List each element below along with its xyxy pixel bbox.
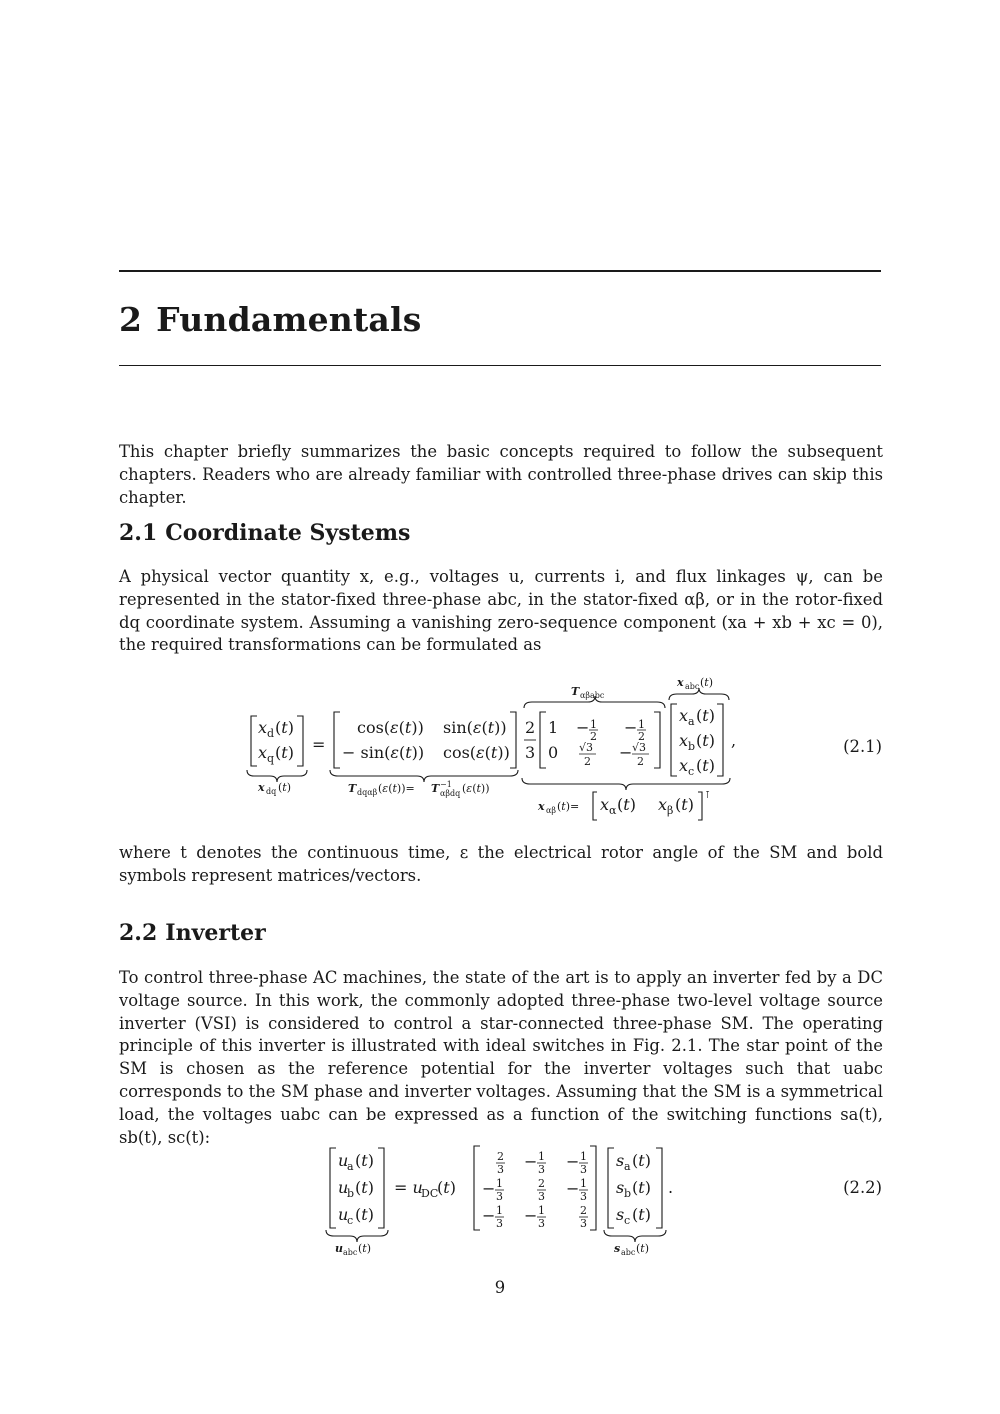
svg-text:u: u [338, 1205, 349, 1224]
svg-text:α: α [609, 804, 617, 817]
svg-text:αβabc: αβabc [580, 691, 605, 700]
svg-text:√3: √3 [632, 741, 647, 754]
svg-text:c: c [624, 1214, 631, 1227]
svg-text:x: x [258, 781, 265, 794]
coordinate-systems-paragraph: A physical vector quantity x, e.g., voltages u, currents i, and flux linkages ψ, can be represented in the stator-fixed three-phase abc, in the stator-fixed αβ, or in the rotor-fixed dq coordinate system. Assuming a vanishing zero-sequence component (xa + xb + xc = 0), the required transformations can be formulated as [119, 567, 883, 655]
svg-text:x: x [679, 731, 689, 750]
svg-text:−1: −1 [440, 780, 452, 789]
svg-text:T: T [571, 685, 580, 698]
svg-text:u: u [335, 1242, 343, 1255]
svg-text:q: q [267, 752, 275, 765]
svg-text:2: 2 [637, 755, 644, 768]
svg-text:3: 3 [580, 1190, 587, 1203]
intro-paragraph: This chapter briefly summarizes the basic concepts required to follow the subsequent chapters. Readers who are already familiar with controlled three-phase drives can skip this chapter. [119, 442, 883, 507]
equation-inverter-voltages [0, 1144, 1000, 1264]
svg-text:a: a [688, 715, 695, 728]
svg-text:(t): (t) [696, 731, 715, 750]
svg-text:x: x [600, 795, 610, 814]
svg-text:β: β [667, 804, 674, 817]
svg-text:=: = [312, 735, 326, 754]
svg-text:2: 2 [497, 1150, 504, 1163]
svg-text:2: 2 [638, 730, 645, 743]
svg-text:1: 1 [548, 718, 559, 737]
svg-text:3: 3 [497, 1163, 504, 1176]
svg-text:c: c [688, 765, 695, 778]
svg-text:−: − [524, 1206, 538, 1225]
svg-text:1: 1 [580, 1177, 587, 1190]
svg-text:u: u [338, 1151, 349, 1170]
svg-text:x: x [679, 706, 689, 725]
svg-text:(t): (t) [632, 1205, 651, 1224]
svg-text:b: b [624, 1187, 632, 1200]
svg-text:d: d [267, 727, 275, 740]
svg-text:3: 3 [496, 1190, 503, 1203]
chapter-heading [119, 300, 422, 339]
svg-text:(t)=: (t)= [557, 800, 580, 813]
svg-text:b: b [688, 740, 696, 753]
svg-text:s: s [614, 1242, 621, 1255]
svg-text:abc: abc [343, 1248, 358, 1257]
chapter-title: Fundamentals [156, 300, 422, 339]
svg-text:b: b [347, 1187, 355, 1200]
svg-text:u: u [338, 1178, 349, 1197]
svg-text:−: − [566, 1179, 580, 1198]
svg-text:abc: abc [685, 682, 700, 691]
svg-text:(t): (t) [700, 676, 714, 689]
svg-text:s: s [616, 1151, 625, 1170]
svg-text:(t): (t) [696, 706, 715, 725]
svg-text:(t): (t) [355, 1205, 374, 1224]
section-number: 2.2 [119, 920, 158, 946]
section-heading [119, 920, 266, 946]
section-number: 2.1 [119, 520, 158, 546]
svg-text:2: 2 [590, 730, 597, 743]
svg-text:(t): (t) [617, 795, 636, 814]
page-number: 9 [494, 1278, 506, 1297]
svg-text:(t): (t) [355, 1151, 374, 1170]
equation-number: (2.2) [843, 1178, 882, 1197]
svg-text:1: 1 [580, 1150, 587, 1163]
svg-text:⊺: ⊺ [705, 790, 711, 801]
svg-text:3: 3 [538, 1163, 545, 1176]
svg-text:a: a [347, 1160, 354, 1173]
svg-text:− sin(ε(t)): − sin(ε(t)) [342, 743, 425, 762]
svg-text:1: 1 [538, 1204, 545, 1217]
svg-text:c: c [347, 1214, 354, 1227]
svg-text:0: 0 [548, 743, 559, 762]
svg-text:(t): (t) [278, 781, 292, 794]
svg-text:,: , [731, 731, 737, 750]
inverter-paragraph: To control three-phase AC machines, the state of the art is to apply an inverter fed by a DC voltage source. In this work, the commonly adopted three-phase two-level voltage source inverter (VSI) is considered to control a star-connected three-phase SM. The operating principle of this inverter is illustrated with ideal switches in Fig. 2.1. The star point of the SM is chosen as the reference potential for the inverter voltages such that uabc corresponds to the SM phase and inverter voltages. Assuming that the SM is a symmetrical load, the voltages uabc can be expressed as a function of the switching functions sa(t), sb(t), sc(t): [119, 968, 883, 1147]
svg-text:cos(ε(t)): cos(ε(t)) [357, 718, 424, 737]
svg-text:(t): (t) [632, 1178, 651, 1197]
svg-text:(t): (t) [437, 1178, 456, 1197]
svg-text:abc: abc [621, 1248, 636, 1257]
svg-text:1: 1 [496, 1177, 503, 1190]
svg-text:x: x [258, 743, 268, 762]
section-title: Coordinate Systems [165, 520, 411, 546]
svg-text:2: 2 [538, 1177, 545, 1190]
svg-text:sin(ε(t)): sin(ε(t)) [443, 718, 507, 737]
section-heading [119, 520, 410, 546]
svg-text:1: 1 [590, 718, 597, 731]
svg-text:√3: √3 [579, 741, 594, 754]
svg-text:−: − [576, 718, 590, 737]
svg-text:2: 2 [584, 755, 591, 768]
svg-text:(t): (t) [358, 1242, 372, 1255]
chapter-number: 2 [119, 300, 143, 339]
svg-text:T: T [348, 782, 357, 795]
svg-text:x: x [258, 718, 268, 737]
svg-text:−: − [524, 1152, 538, 1171]
svg-text:3: 3 [538, 1217, 545, 1230]
svg-text:s: s [616, 1178, 625, 1197]
svg-text:(ε(t)): (ε(t)) [462, 782, 490, 795]
svg-text:(t): (t) [275, 743, 294, 762]
svg-text:1: 1 [638, 718, 645, 731]
svg-text:(t): (t) [696, 756, 715, 775]
svg-text:−: − [624, 718, 638, 737]
svg-text:−: − [566, 1152, 580, 1171]
svg-text:(ε(t))=: (ε(t))= [378, 782, 415, 795]
svg-text:x: x [658, 795, 668, 814]
svg-text:2: 2 [525, 718, 536, 737]
svg-text:3: 3 [538, 1190, 545, 1203]
svg-text:x: x [538, 800, 545, 813]
svg-text:−: − [482, 1179, 496, 1198]
svg-text:s: s [616, 1205, 625, 1224]
svg-text:(t): (t) [636, 1242, 650, 1255]
svg-text:αβdq: αβdq [440, 789, 461, 798]
svg-text:(t): (t) [355, 1178, 374, 1197]
chapter-top-rule [119, 270, 881, 272]
svg-text:(t): (t) [632, 1151, 651, 1170]
svg-text:x: x [677, 676, 684, 689]
equation-number: (2.1) [843, 737, 882, 756]
svg-text:αβ: αβ [546, 806, 557, 815]
coordinate-systems-explanation: where t denotes the continuous time, ε the electrical rotor angle of the SM and bold symbols represent matrices/vectors. [119, 843, 883, 885]
svg-text:(t): (t) [675, 795, 694, 814]
svg-text:dq: dq [266, 787, 277, 796]
chapter-bottom-rule [119, 365, 881, 366]
svg-text:a: a [624, 1160, 631, 1173]
svg-text:1: 1 [538, 1150, 545, 1163]
svg-text:2: 2 [580, 1204, 587, 1217]
svg-text:DC: DC [421, 1187, 439, 1200]
svg-text:(t): (t) [275, 718, 294, 737]
section-title: Inverter [165, 920, 266, 946]
svg-text:dqαβ: dqαβ [357, 788, 378, 797]
svg-text:x: x [679, 756, 689, 775]
svg-text:= u: = u [394, 1178, 423, 1197]
svg-text:1: 1 [496, 1204, 503, 1217]
svg-text:cos(ε(t)): cos(ε(t)) [443, 743, 510, 762]
svg-text:3: 3 [580, 1163, 587, 1176]
svg-text:T: T [431, 782, 440, 795]
svg-text:−: − [482, 1206, 496, 1225]
svg-text:.: . [668, 1178, 674, 1197]
svg-text:3: 3 [580, 1217, 587, 1230]
svg-text:3: 3 [496, 1217, 503, 1230]
svg-text:−: − [619, 743, 633, 762]
svg-text:3: 3 [525, 743, 536, 762]
